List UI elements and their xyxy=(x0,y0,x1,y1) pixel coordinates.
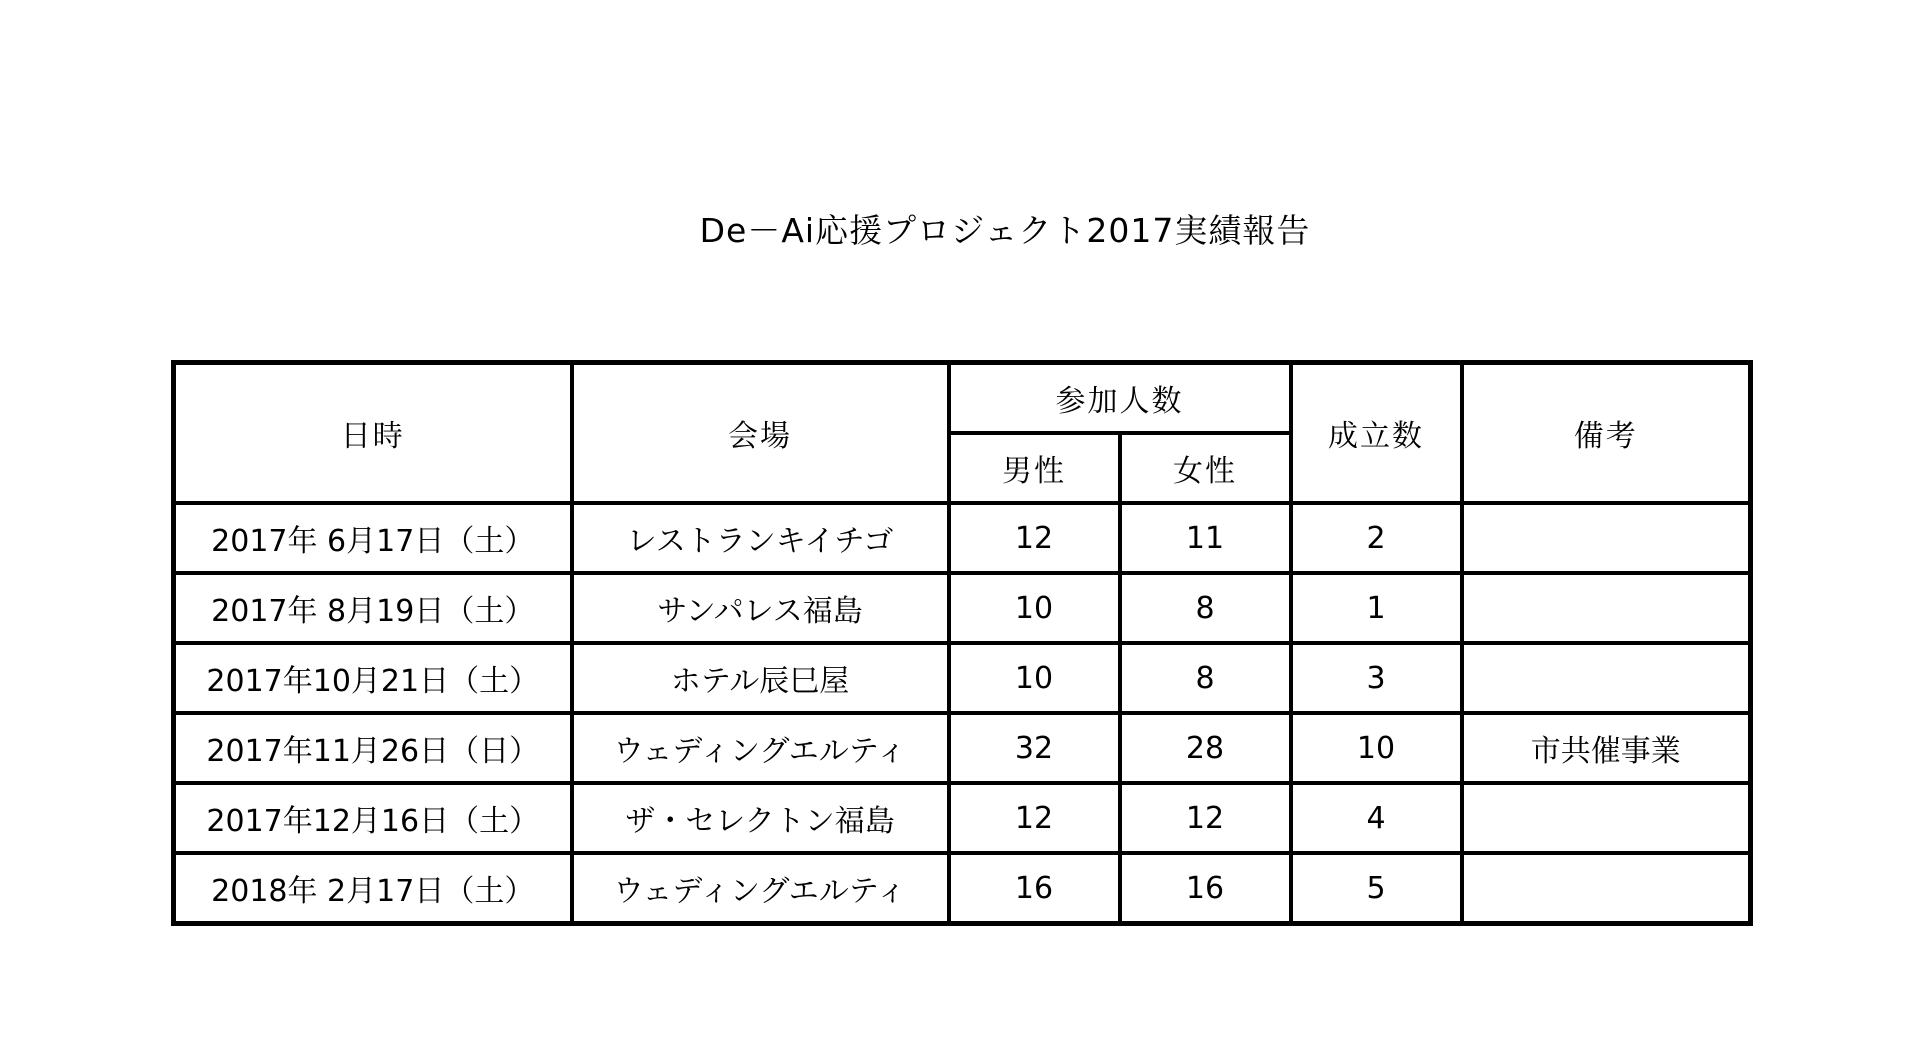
cell-notes xyxy=(1462,783,1751,853)
cell-notes xyxy=(1462,853,1751,924)
cell-female: 8 xyxy=(1120,573,1291,643)
cell-female: 16 xyxy=(1120,853,1291,924)
table-row xyxy=(174,643,1751,713)
cell-matches: 2 xyxy=(1291,503,1462,573)
cell-male: 10 xyxy=(949,643,1120,713)
cell-male: 12 xyxy=(949,783,1120,853)
table-row xyxy=(174,503,1751,573)
cell-date: 2017年11月26日（日） xyxy=(174,713,572,783)
cell-notes: 市共催事業 xyxy=(1462,713,1751,783)
cell-female: 8 xyxy=(1120,643,1291,713)
table-row xyxy=(174,573,1751,643)
cell-venue: ウェディングエルティ xyxy=(572,853,949,924)
header-female: 女性 xyxy=(1120,433,1291,503)
cell-female: 12 xyxy=(1120,783,1291,853)
results-table xyxy=(171,360,1753,926)
cell-date: 2017年10月21日（土） xyxy=(174,643,572,713)
cell-male: 32 xyxy=(949,713,1120,783)
header-date: 日時 xyxy=(174,363,572,504)
table-row xyxy=(174,853,1751,924)
cell-date: 2018年 2月17日（土） xyxy=(174,853,572,924)
cell-matches: 4 xyxy=(1291,783,1462,853)
header-venue: 会場 xyxy=(572,363,949,504)
cell-venue: サンパレス福島 xyxy=(572,573,949,643)
cell-matches: 3 xyxy=(1291,643,1462,713)
header-participants: 参加人数 xyxy=(949,363,1291,434)
cell-male: 16 xyxy=(949,853,1120,924)
cell-notes xyxy=(1462,573,1751,643)
cell-male: 10 xyxy=(949,573,1120,643)
cell-notes xyxy=(1462,643,1751,713)
report-title: De－Ai応援プロジェクト2017実績報告 xyxy=(699,211,1311,250)
cell-male: 12 xyxy=(949,503,1120,573)
cell-venue: ウェディングエルティ xyxy=(572,713,949,783)
cell-matches: 1 xyxy=(1291,573,1462,643)
cell-date: 2017年 8月19日（土） xyxy=(174,573,572,643)
cell-venue: レストランキイチゴ xyxy=(572,503,949,573)
header-row xyxy=(174,363,1751,434)
table-row xyxy=(174,713,1751,783)
header-matches: 成立数 xyxy=(1291,363,1462,504)
cell-female: 11 xyxy=(1120,503,1291,573)
cell-female: 28 xyxy=(1120,713,1291,783)
cell-date: 2017年 6月17日（土） xyxy=(174,503,572,573)
cell-matches: 10 xyxy=(1291,713,1462,783)
cell-venue: ザ・セレクトン福島 xyxy=(572,783,949,853)
table-row xyxy=(174,783,1751,853)
cell-date: 2017年12月16日（土） xyxy=(174,783,572,853)
cell-notes xyxy=(1462,503,1751,573)
cell-matches: 5 xyxy=(1291,853,1462,924)
header-notes: 備考 xyxy=(1462,363,1751,504)
header-male: 男性 xyxy=(949,433,1120,503)
cell-venue: ホテル辰巳屋 xyxy=(572,643,949,713)
